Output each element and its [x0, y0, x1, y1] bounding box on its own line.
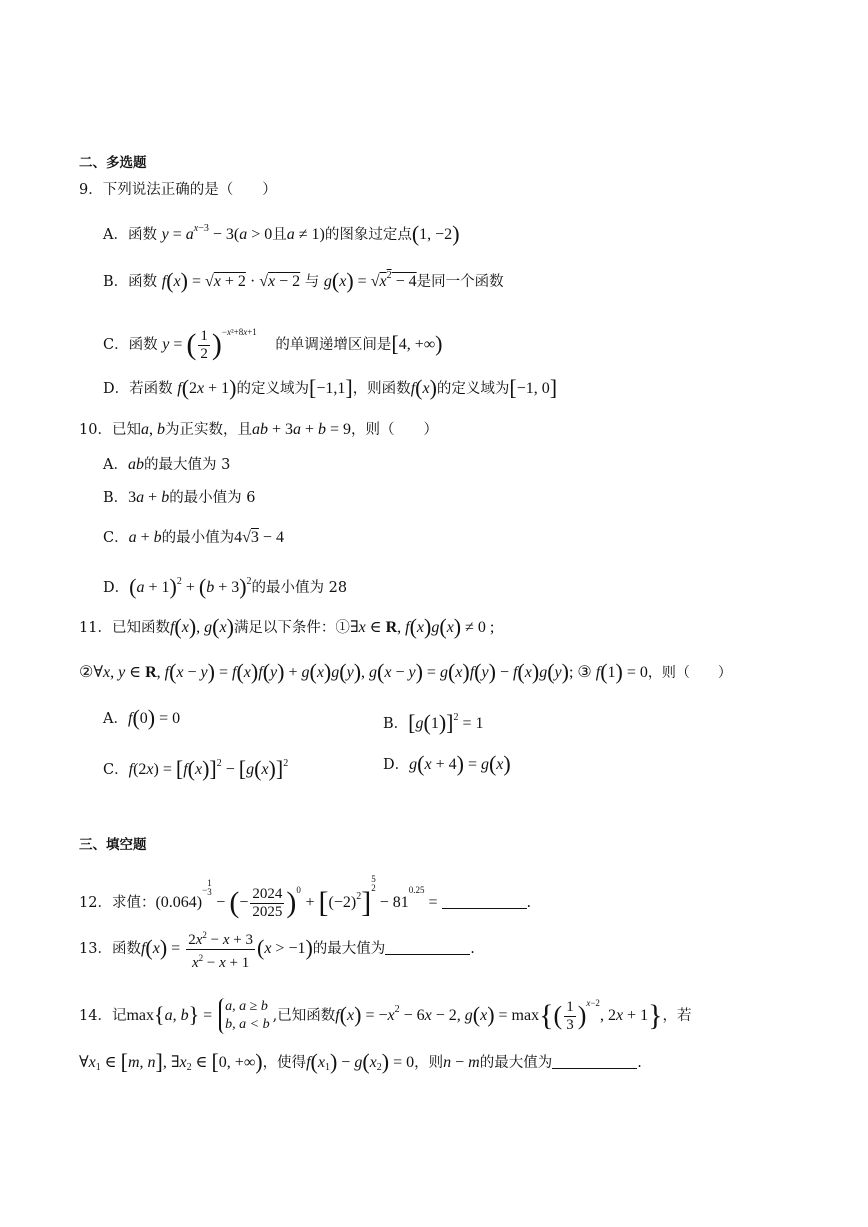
- option-label: C．: [103, 762, 129, 778]
- option-label: B．: [383, 716, 409, 732]
- question-14-line-2: $\forall x_1$ ∈ [m, n], $\exists x_2$ ∈ [0, +∞)，使得$f(x_1) - g(x_2) = 0$，则n − m的最大值为 .: [79, 1049, 642, 1074]
- answer-blank[interactable]: [385, 940, 470, 955]
- option-label: A．: [103, 711, 128, 727]
- option-label: A．函数: [103, 227, 157, 243]
- question-10-option-d[interactable]: D．$(a + 1)^2 + (b + 3)^2$的最小值为 28: [103, 574, 348, 599]
- option-label: B．: [103, 490, 129, 506]
- section-title-multiple-choice: 二、多选题: [79, 155, 147, 171]
- question-11-option-d[interactable]: D．g(x + 4) = g(x): [383, 751, 511, 776]
- question-9-option-c[interactable]: C．函数 y = ( $\frac{1}{2}$ )$^{-x^2+8x+1}$ 的单调递增区间是[4, +∞): [103, 327, 443, 362]
- option-label: C．函数: [103, 337, 158, 353]
- question-11-option-a[interactable]: A．f(0) = 0: [103, 705, 181, 730]
- question-11-option-c[interactable]: C．$f(2x) = [f(x)]^2 - [g(x)]^2$: [103, 756, 289, 781]
- answer-blank[interactable]: [442, 894, 527, 909]
- option-label: B．函数: [103, 274, 158, 290]
- option-label: A．: [103, 457, 128, 473]
- question-9-option-d[interactable]: D．若函数 f(2x + 1)的定义域为[−1,1]，则函数f(x)的定义域为[−1, 0]: [103, 375, 558, 400]
- option-label: D．: [103, 580, 130, 596]
- question-10-option-c[interactable]: C．a + b的最小值为4√3 − 4: [103, 529, 284, 546]
- answer-blank[interactable]: [552, 1054, 637, 1069]
- question-11-option-b[interactable]: B．$[g(1)]^2 = 1$: [383, 710, 484, 735]
- option-label: D．: [383, 757, 410, 773]
- question-11-conditions: ②∀x, y ∈ R, f(x − y) = f(x)f(y) + g(x)g(y), g(x − y) = g(x)f(y) − f(x)g(y); ③ f(1) = 0，则（ ）: [79, 659, 732, 684]
- question-10-option-b[interactable]: B．3a + b的最小值为 6: [103, 489, 256, 506]
- question-12: 12．求值：$(0.064)^{-1 3}$ − (− $\frac{2024}{2025}$ )$^0 + [(-2)^2]^{5 2} - 81^{0.25}$ = .: [79, 874, 532, 920]
- question-9-option-a[interactable]: A．函数 $y = a^{x-3} - 3(a > 0$且a ≠ 1)的图象过定点(1, −2): [103, 221, 460, 246]
- question-10-option-a[interactable]: A．ab的最大值为 3: [103, 456, 231, 473]
- question-13: 13．函数f(x) = $\frac{2x^2 - x + 3}{x^2 - x + 1}$ (x > −1)的最大值为 .: [79, 924, 475, 973]
- question-11-stem: 11．已知函数f(x), g(x)满足以下条件：①∃x ∈ R, f(x)g(x) ≠ 0 ;: [79, 614, 495, 639]
- question-9-option-b[interactable]: B．函数 f(x) = √x + 2 · √x − 2 与 $g(x) = √x^2 - 4$是同一个函数: [103, 268, 504, 293]
- option-label: C．: [103, 530, 129, 546]
- question-10-stem: 10．已知a, b为正实数，且ab + 3a + b = 9，则（ ）: [79, 421, 439, 438]
- section-title-fill-in: 三、填空题: [79, 837, 147, 853]
- question-9-stem: 9．下列说法正确的是（ ）: [79, 182, 277, 198]
- option-label: D．若函数: [103, 381, 173, 397]
- question-14-line-1: 14．记max{a, b} = a, a ≥ b b, a < b ,已知函数$f(x) = -x^2 - 6x - 2$, g(x) = max{( $\frac{1}{3}$ )$^{x-2}$, 2x + 1}，若: [79, 998, 692, 1033]
